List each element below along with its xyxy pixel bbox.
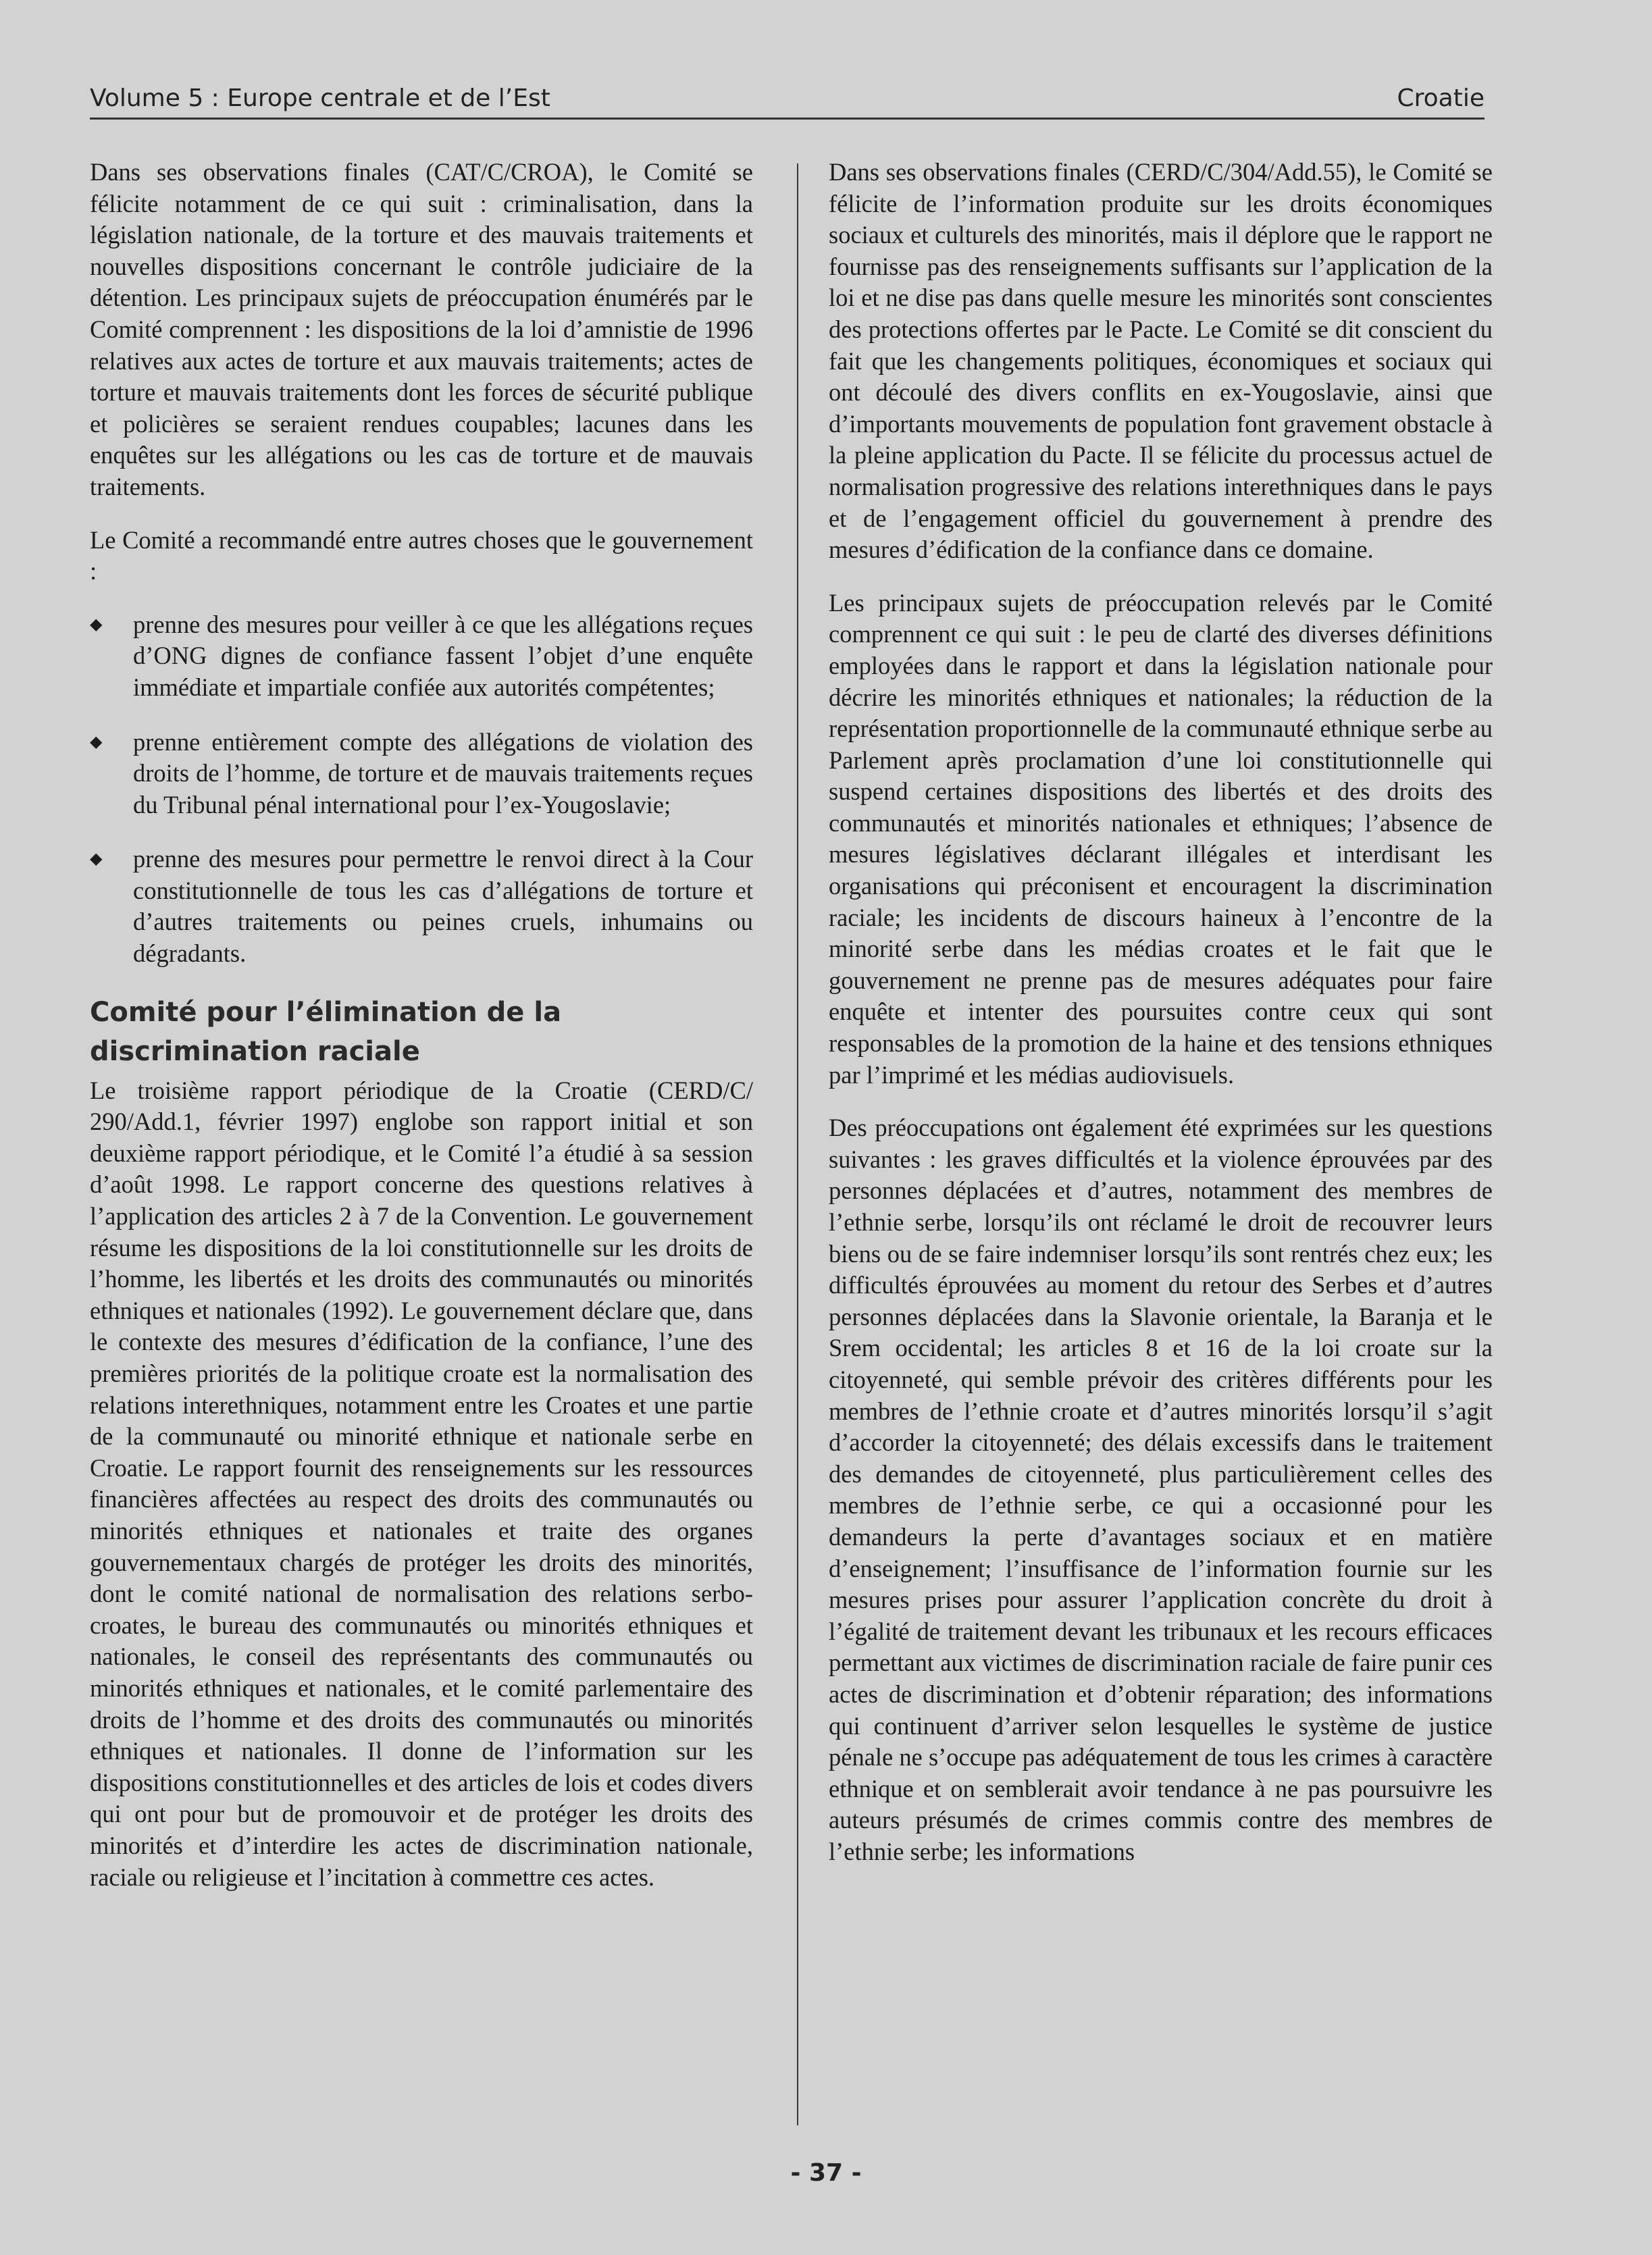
list-item [90,609,753,704]
cerd-report-paragraph: Le troisième rapport périodique de la Croatie (CERD/C/ 290/Add.1, février 1997) englobe son rapport initial et son deuxième rapport périodique, et le Comité l’a étudié à sa session d’août 1998. Le rapport concerne des questions relatives à l’application des articles 2 à 7 de la Convention. Le gouvernement résume les dispositions de la loi constitutionnelle sur les droits de l’homme, les libertés et les droits des communautés ou minorités ethniques et nationales (1992). Le gouvernement déclare que, dans le contexte des mesures d’édification de la confiance, l’une des premières priorités de la politique croate est la normalisation des relations interethniques, notamment entre les Croates et une partie de la communauté ou minorité ethnique et nationale serbe en Croatie. Le rapport fournit des renseignements sur les ressources financières affectées au respect des droits des communautés ou minorités ethniques et nationales et traite des organes gouvernementaux chargés de protéger les droits des minorités, dont le comité national de normalisation des relations serbo-croates, le bureau des communautés ou minorités ethniques et nationales, le conseil des représentants des communautés ou minorités ethniques et nationales, et le comité parlementaire des droits de l’homme et des droits des communautés ou minorités ethniques et nationales. Il donne de l’information sur les dispositions constitutionnelles et des articles de lois et codes divers qui ont pour but de promouvoir et de protéger les droits des minorités et d’interdire les actes de discrimination nationale, raciale ou religieuse et l’incitation à commettre ces actes. [90,1076,753,1891]
recommendation-list [90,609,753,970]
column-divider [797,163,798,2125]
page-number: - 37 - [790,2159,862,2187]
additional-concerns-paragraph: Des préoccupations ont également été exprimées sur les questions suivantes : les graves difficultés et la violence éprouvées par des personnes déplacées et d’autres, notamment des membres de l’ethnie serbe, lorsqu’ils ont réclamé le droit de recouvrer leurs biens ou de se faire indemniser lorsqu’ils sont rentrés chez eux; les difficultés éprouvées au moment du retour des Serbes et d’autres personnes déplacées dans la Slavonie orientale, la Baranja et le Srem occidental; les articles 8 et 16 de la loi croate sur la citoyenneté, qui semble prévoir des critères différents pour les membres de l’ethnie croate et d’autres minorités lorsqu’il s’agit d’accorder la citoyenneté; des délais excessifs dans le traitement des demandes de citoyenneté, plus particulièrement celles des membres de l’ethnie serbe, ce qui a occasionné pour les demandeurs la perte d’avantages sociaux et en matière d’enseignement; l’insuffisance de l’information fournie sur les mesures prises pour assurer l’application concrète du droit à l’égalité de traitement devant les tribunaux et les recours efficaces permettant aux victimes de discrimination raciale de faire punir ces actes de discrimination et d’obtenir réparation; des informations qui continuent d’arriver selon lesquelles le système de justice pénale ne s’occupe pas adéquatement de tous les crimes à caractère ethnique et on semblerait avoir tendance à ne pas poursuivre les auteurs présumés de crimes commis contre des membres de l’ethnie serbe; les informations [829,1114,1493,1865]
list-item-text: prenne des mesures pour permettre le renvoi direct à la Cour constitutionnelle de tous les cas d’allégations de torture et d’autres traitements ou peines cruels, inhumains ou dégradants. [133,845,753,968]
section-heading: Comité pour l’élimination de la discrimination raciale [90,996,562,1067]
diamond-bullet-icon: ◆ [90,850,103,869]
cerd-observations-paragraph: Dans ses observations finales (CERD/C/304/Add.55), le Comité se félicite de l’information produite sur les droits économiques sociaux et culturels des minorités, mais il déplore que le rapport ne fournisse pas des renseignements suffisants sur l’application de la loi et ne dise pas dans quelle mesure les minorités sont conscientes des protections offertes par le Pacte. Le Comité se dit conscient du fait que les changements politiques, économiques et sociaux qui ont découlé des divers conflits en ex-Yougoslavie, ainsi que d’importants mouvements de population font gravement obstacle à la pleine application du Pacte. Il se félicite du processus actuel de normalisation progressive des relations interethniques dans le pays et de l’engagement officiel du gouvernement à prendre des mesures d’édification de la confiance dans ce domaine. [829,158,1493,564]
running-header [90,76,1485,120]
diamond-bullet-icon: ◆ [90,615,103,633]
header-country: Croatie [1397,84,1485,112]
left-column [90,157,753,1915]
list-item [90,844,753,969]
list-item [90,727,753,821]
list-item-text: prenne des mesures pour veiller à ce que les allégations reçues d’ONG dignes de confiance fassent l’objet d’une enquête immédiate et impartiale confiée aux autorités compétentes; [133,610,753,701]
recommendation-intro-paragraph: Le Comité a recommandé entre autres choses que le gouvernement : [90,525,753,586]
diamond-bullet-icon: ◆ [90,733,103,751]
cat-observations-paragraph: Dans ses observations finales (CAT/C/CROA), le Comité se félicite notamment de ce qui suit : criminalisation, dans la législation nationale, de la torture et des mauvais traitements et nouvelles dispositions concernant le contrôle judiciaire de la détention. Les principaux sujets de préoccupation énumérés par le Comité comprennent : les dispositions de la loi d’amnistie de 1996 relatives aux actes de torture et aux mauvais traitements; actes de torture et mauvais traitements dont les forces de sécurité publique et policières se seraient rendues coupables; lacunes dans les enquêtes sur les allégations ou les cas de torture et de mauvais traitements. [90,158,753,500]
right-column [829,157,1493,1889]
concerns-paragraph: Les principaux sujets de préoccupation relevés par le Comité comprennent ce qui suit : le peu de clarté des diverses définitions employées dans le rapport et dans la législation nationale pour décrire les minorités ethniques et nationales; la réduction de la représentation proportionnelle de la communauté ethnique serbe au Parlement après proclamation d’une loi constitutionnelle qui suspend certaines dispositions des libertés et des droits des communautés et minorités nationales et ethniques; l’absence de mesures législatives déclarant illégales et interdisant les organisations qui préconisent et encouragent la discrimination raciale; les incidents de discours haineux à l’encontre de la minorité serbe dans les médias croates et le fait que le gouvernement ne prenne pas de mesures adéquates pour faire enquête et intenter des poursuites contre ceux qui sont responsables de la promotion de la haine et des tensions ethniques par l’imprimé et les médias audiovisuels. [829,588,1493,1089]
header-volume-title: Volume 5 : Europe centrale et de l’Est [90,84,550,112]
list-item-text: prenne entièrement compte des allégations de violation des droits de l’homme, de torture et de mauvais traitements reçues du Tribunal pénal international pour l’ex-Yougoslavie; [133,727,753,819]
